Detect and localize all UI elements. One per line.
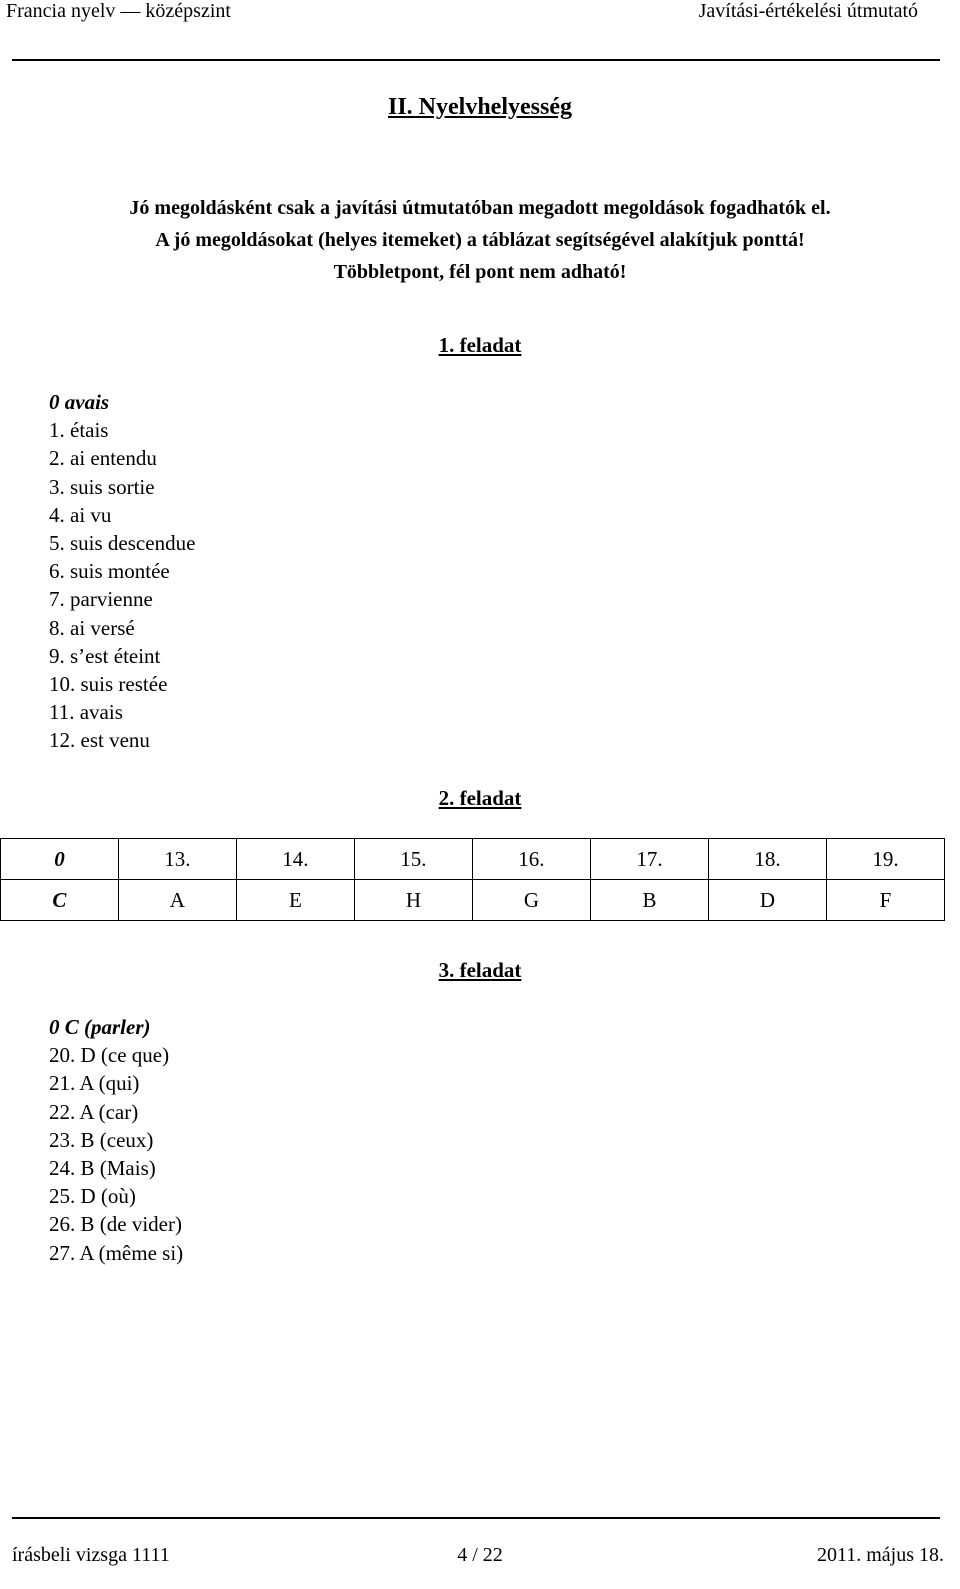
list-item: 20. D (ce que) [49, 1043, 170, 1068]
list-item: 26. B (de vider) [49, 1212, 182, 1237]
list-item: 27. A (même si) [49, 1240, 184, 1265]
list-item: 24. B (Mais) [49, 1156, 156, 1181]
table-cell: 15. [354, 839, 472, 880]
task1-example: 0 avais [49, 390, 110, 414]
list-item: 1. étais [49, 418, 109, 443]
table-cell: G [472, 880, 590, 921]
task2-answer-table [0, 838, 945, 921]
footer-left: írásbeli vizsga 1111 [12, 1544, 170, 1566]
table-cell: 14. [236, 839, 354, 880]
task3-example: 0 C (parler) [49, 1015, 151, 1039]
header-rule [12, 59, 940, 61]
table-cell: 13. [118, 839, 236, 880]
task1-answer-list [49, 388, 195, 755]
page-number: 4 / 22 [457, 1544, 503, 1566]
list-item: 22. A (car) [49, 1099, 139, 1124]
table-row [1, 880, 945, 921]
list-item: 10. suis restée [49, 672, 168, 697]
table-cell: E [236, 880, 354, 921]
list-item: 4. ai vu [49, 502, 112, 527]
list-item: 25. D (où) [49, 1184, 136, 1209]
table-cell: B [590, 880, 708, 921]
list-item: 2. ai entendu [49, 446, 157, 471]
list-item: 3. suis sortie [49, 474, 155, 499]
footer-date: 2011. május 18. [816, 1544, 944, 1566]
table-cell: 16. [472, 839, 590, 880]
table-cell: 17. [590, 839, 708, 880]
task3-answer-list [49, 1013, 183, 1267]
table-cell: F [826, 880, 944, 921]
task3-title: 3. feladat [438, 958, 522, 982]
list-item: 11. avais [49, 700, 123, 725]
table-row [1, 839, 945, 880]
table-cell: 0 [1, 839, 119, 880]
table-cell: H [354, 880, 472, 921]
table-cell: D [708, 880, 826, 921]
intro-line-3: Többletpont, fél pont nem adható! [333, 261, 627, 283]
intro-line-2: A jó megoldásokat (helyes itemeket) a táblázat segítségével alakítjuk ponttá! [155, 229, 805, 251]
list-item: 9. s’est éteint [49, 643, 161, 668]
table-cell: C [1, 880, 119, 921]
task1-title: 1. feladat [438, 333, 522, 357]
task2-title: 2. feladat [438, 786, 522, 810]
list-item: 5. suis descendue [49, 531, 196, 556]
list-item: 21. A (qui) [49, 1071, 140, 1096]
list-item: 8. ai versé [49, 615, 135, 640]
section-title: II. Nyelvhelyesség [388, 94, 572, 120]
footer-rule [12, 1517, 940, 1519]
header-right: Javítási-értékelési útmutató [698, 0, 918, 22]
list-item: 6. suis montée [49, 559, 170, 584]
header-left: Francia nyelv — középszint [6, 0, 231, 22]
table-cell: 19. [826, 839, 944, 880]
table-cell: A [118, 880, 236, 921]
list-item: 12. est venu [49, 728, 150, 753]
table-cell: 18. [708, 839, 826, 880]
intro-line-1: Jó megoldásként csak a javítási útmutatóban megadott megoldások fogadhatók el. [129, 197, 831, 219]
list-item: 7. parvienne [49, 587, 153, 612]
list-item: 23. B (ceux) [49, 1127, 154, 1152]
